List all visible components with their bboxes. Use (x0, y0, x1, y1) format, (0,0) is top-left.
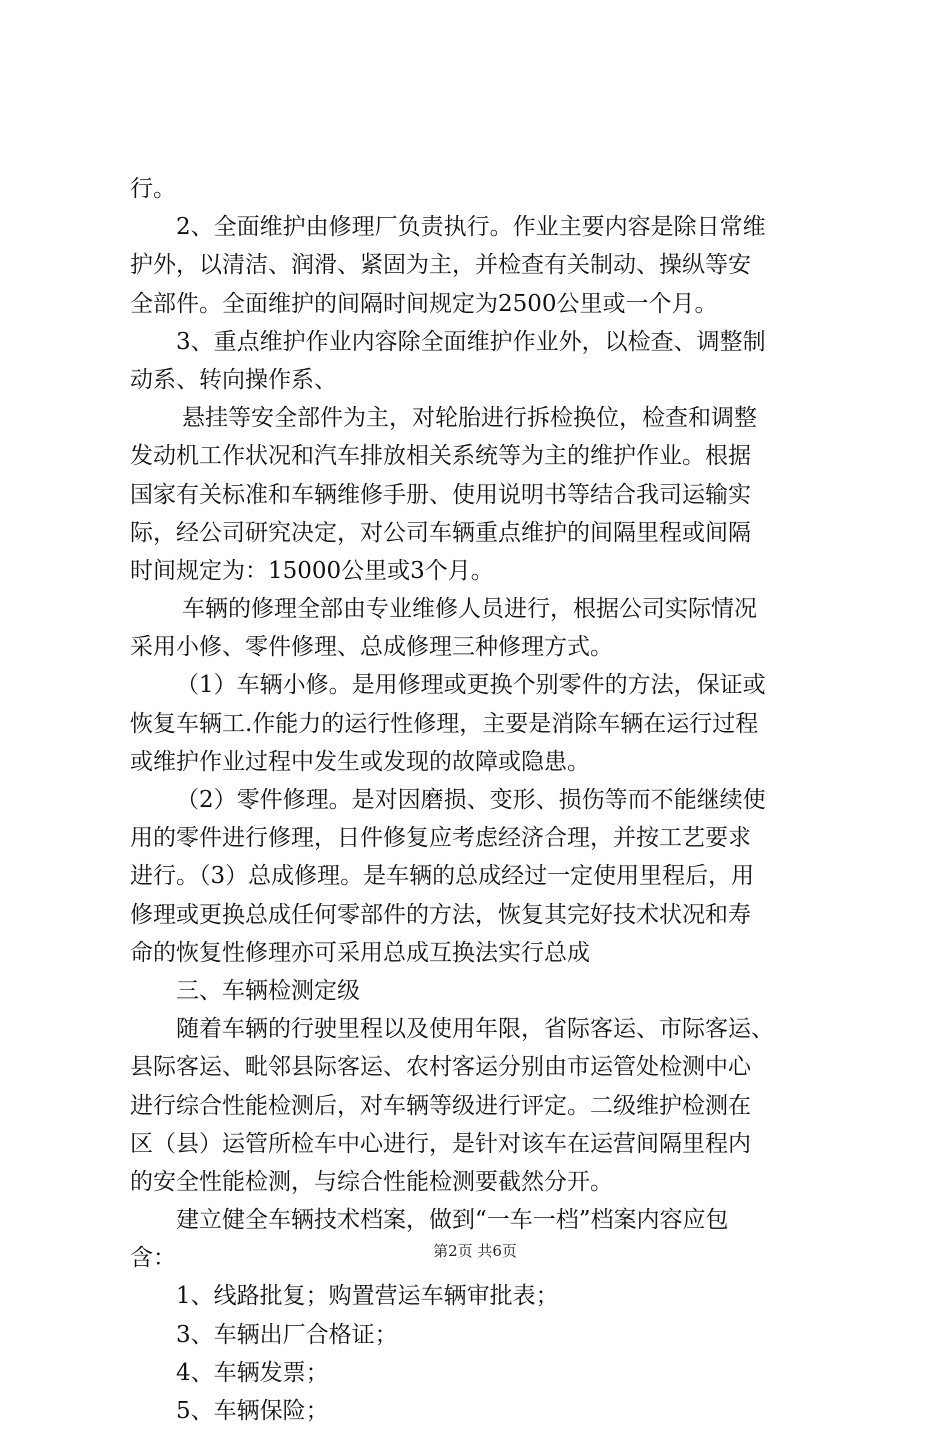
text-line: 行。 (130, 176, 176, 202)
text-line: 命的恢复性修理亦可采用总成互换法实行总成 (130, 939, 590, 966)
text-line: 时间规定为：15000公里或3个月。 (130, 557, 494, 584)
text-line: 采用小修、零件修理、总成修理三种修理方式。 (130, 634, 613, 661)
text-line: 国家有关标准和车辆维修手册、使用说明书等结合我司运输实 (130, 481, 751, 508)
text-line: 恢复车辆工.作能力的运行性修理，主要是消除车辆在运行过程 (130, 710, 759, 737)
text-line: 用的零件进行修理，日件修复应考虑经济合理，并按工艺要求 (130, 825, 751, 852)
text-line: 三、车辆检测定级 (176, 977, 360, 1004)
text-line: 1、线路批复；购置营运车辆审批表； (176, 1283, 559, 1310)
text-line: 县际客运、毗邻县际客运、农村客运分别由市运管处检测中心 (130, 1054, 751, 1081)
text-line: 含： (130, 1245, 176, 1272)
text-line: 修理或更换总成任何零部件的方法，恢复其完好技术状况和寿 (130, 901, 751, 928)
text-line: 3、车辆出厂合格证； (176, 1321, 398, 1348)
text-line: 护外，以清洁、润滑、紧固为主，并检查有关制动、操纵等安 (130, 252, 751, 279)
text-line: 区（县）运管所检车中心进行，是针对该车在运营间隔里程内 (130, 1130, 751, 1157)
text-line: 动系、转向操作系、 (130, 366, 337, 393)
text-line: 进行。（3）总成修理。是车辆的总成经过一定使用里程后，用 (130, 863, 755, 890)
text-line: 悬挂等安全部件为主，对轮胎进行拆检换位，检查和调整 (182, 405, 757, 432)
text-line: 4、车辆发票； (176, 1359, 329, 1386)
text-line: 或维护作业过程中发生或发现的故障或隐患。 (130, 748, 590, 775)
text-line: 3、重点维护作业内容除全面维护作业外，以检查、调整制 (176, 328, 766, 355)
text-line: 发动机工作状况和汽车排放相关系统等为主的维护作业。根据 (130, 443, 751, 470)
page-footer: 第2页 共6页 (433, 1242, 517, 1260)
text-line: 进行综合性能检测后，对车辆等级进行评定。二级维护检测在 (130, 1092, 751, 1119)
text-line: 全部件。全面维护的间隔时间规定为2500公里或一个月。 (130, 290, 718, 317)
text-line: 2、全面维护由修理厂负责执行。作业主要内容是除日常维 (176, 214, 766, 241)
text-line: 建立健全车辆技术档案，做到“一车一档”档案内容应包 (176, 1207, 729, 1234)
text-line: 随着车辆的行驶里程以及使用年限，省际客运、市际客运、 (176, 1016, 774, 1043)
text-line: （2）零件修理。是对因磨损、变形、损伤等而不能继续使 (176, 787, 766, 813)
text-line: 的安全性能检测，与综合性能检测要截然分开。 (130, 1168, 613, 1195)
text-line: 车辆的修理全部由专业维修人员进行，根据公司实际情况 (182, 596, 757, 623)
text-line: 5、车辆保险； (176, 1398, 329, 1424)
text-line: 际，经公司研究决定，对公司车辆重点维护的间隔里程或间隔 (130, 519, 751, 546)
text-line: （1）车辆小修。是用修理或更换个别零件的方法，保证或 (176, 672, 766, 699)
